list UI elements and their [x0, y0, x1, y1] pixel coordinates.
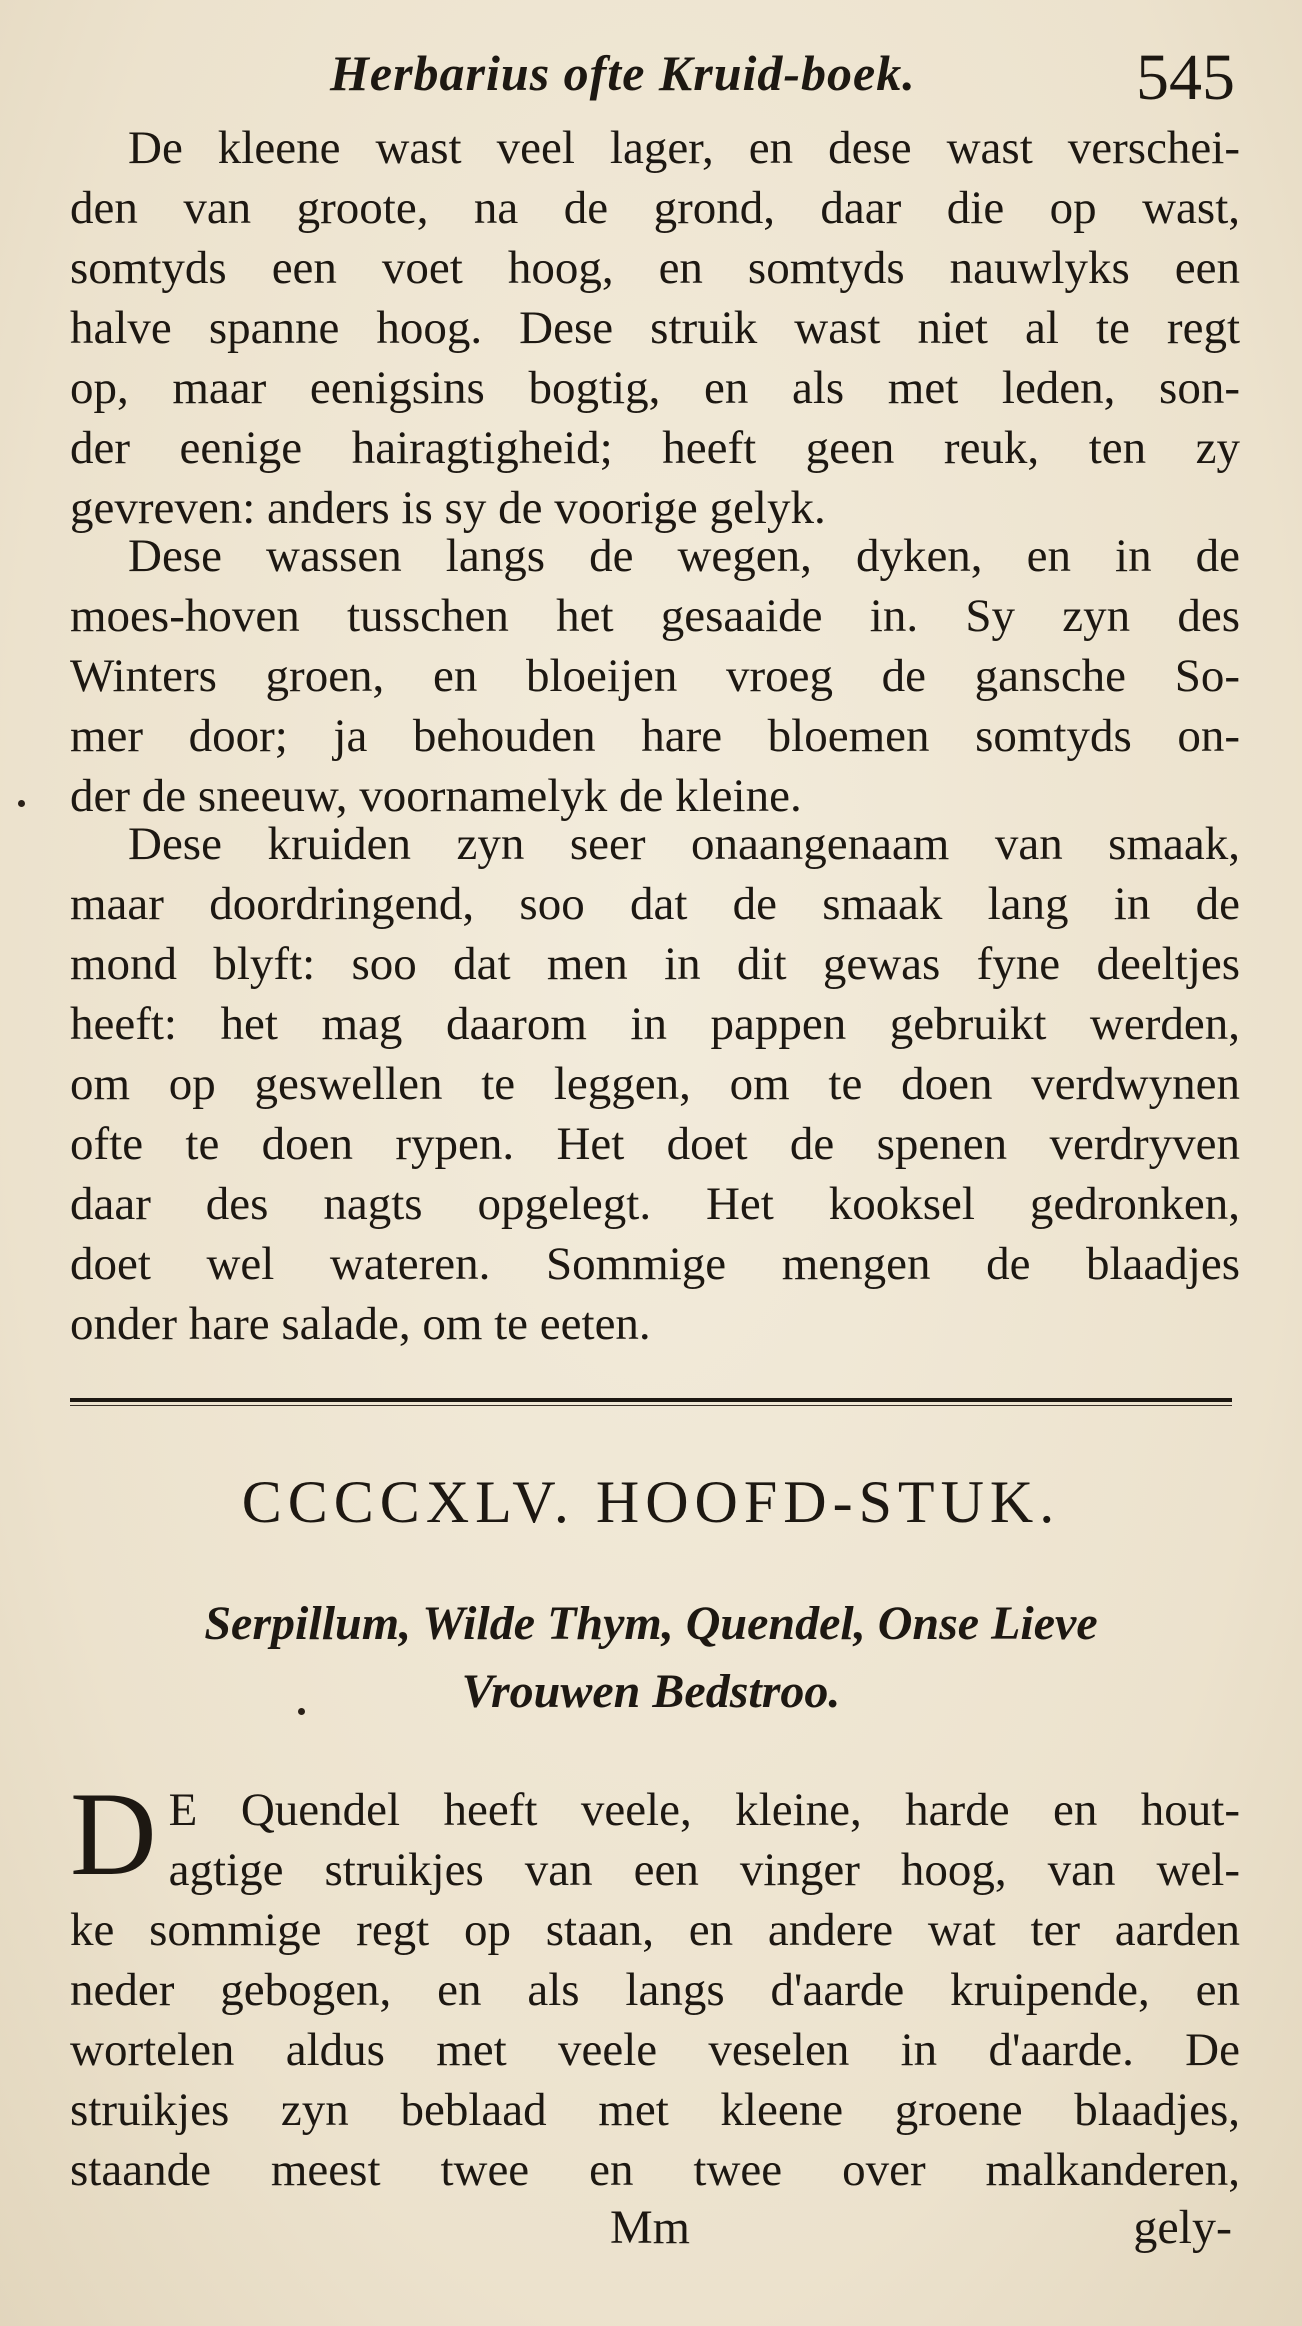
text-line: agtige struikjes van een vinger hoog, van wel- [168, 1844, 1240, 1896]
text-line: maar doordringend, soo dat de smaak lang in de [70, 878, 1240, 930]
text-line: De kleene wast veel lager, en dese wast verschei- [128, 122, 1240, 174]
text-line: doet wel wateren. Sommige mengen de blaadjes [70, 1238, 1240, 1290]
text-line: neder gebogen, en als langs d'aarde kruipende, en [70, 1964, 1240, 2016]
text-line: E Quendel heeft veele, kleine, harde en hout- [168, 1784, 1240, 1836]
text-line: op, maar eenigsins bogtig, en als met leden, son- [70, 362, 1240, 414]
paragraph-1 [70, 118, 1240, 538]
text-line: onder hare salade, om te eeten. [70, 1298, 651, 1350]
signature-mark: Mm [610, 2201, 691, 2254]
text-line: staande meest twee en twee over malkanderen, [70, 2144, 1240, 2196]
drop-cap: D [70, 1767, 157, 1900]
text-line: halve spanne hoog. Dese struik wast niet al te regt [70, 302, 1240, 354]
text-line: gevreven: anders is sy de voorige gelyk. [70, 482, 826, 534]
ink-speck [18, 800, 25, 807]
ink-speck [298, 1708, 305, 1715]
text-line: mond blyft: soo dat men in dit gewas fyne deeltjes [70, 938, 1240, 990]
text-line: struikjes zyn beblaad met kleene groene blaadjes, [70, 2084, 1240, 2136]
subtitle-line: Vrouwen Bedstroo. [461, 1665, 841, 1718]
chapter-subtitle [60, 1590, 1242, 1726]
subtitle-line: Serpillum, Wilde Thym, Quendel, Onse Lieve [204, 1597, 1098, 1650]
text-line: mer door; ja behouden hare bloemen somtyds on- [70, 710, 1240, 762]
text-line: Dese kruiden zyn seer onaangenaam van smaak, [128, 818, 1240, 870]
page-number: 545 [1136, 41, 1235, 114]
text-line: der eenige hairagtigheid; heeft geen reuk, ten zy [70, 422, 1240, 474]
text-line: Dese wassen langs de wegen, dyken, en in de [128, 530, 1240, 582]
text-line: ofte te doen rypen. Het doet de spenen verdryven [70, 1118, 1240, 1170]
text-line: ke sommige regt op staan, en andere wat ter aarden [70, 1904, 1240, 1956]
text-line: wortelen aldus met veele veselen in d'aarde. De [70, 2024, 1240, 2076]
text-line: moes-hoven tusschen het gesaaide in. Sy zyn des [70, 590, 1240, 642]
text-line: om op geswellen te leggen, om te doen verdwynen [70, 1058, 1240, 1110]
text-line: der de sneeuw, voornamelyk de kleine. [70, 770, 802, 822]
page-header [0, 40, 1302, 120]
paragraph-3 [70, 814, 1240, 1354]
text-line: den van groote, na de grond, daar die op wast, [70, 182, 1240, 234]
catchword: gely- [1133, 2201, 1232, 2254]
section-rule [70, 1398, 1232, 1402]
text-line: somtyds een voet hoog, en somtyds nauwlyks een [70, 242, 1240, 294]
running-title: Herbarius ofte Kruid-boek. [330, 45, 916, 101]
chapter-body [70, 1767, 1240, 2200]
text-line: daar des nagts opgelegt. Het kooksel gedronken, [70, 1178, 1240, 1230]
chapter-heading: CCCCXLV. HOOFD-STUK. [241, 1469, 1061, 1535]
text-line: Winters groen, en bloeijen vroeg de gansche So- [70, 650, 1240, 702]
text-line: heeft: het mag daarom in pappen gebruikt werden, [70, 998, 1240, 1050]
paragraph-2 [70, 526, 1240, 826]
